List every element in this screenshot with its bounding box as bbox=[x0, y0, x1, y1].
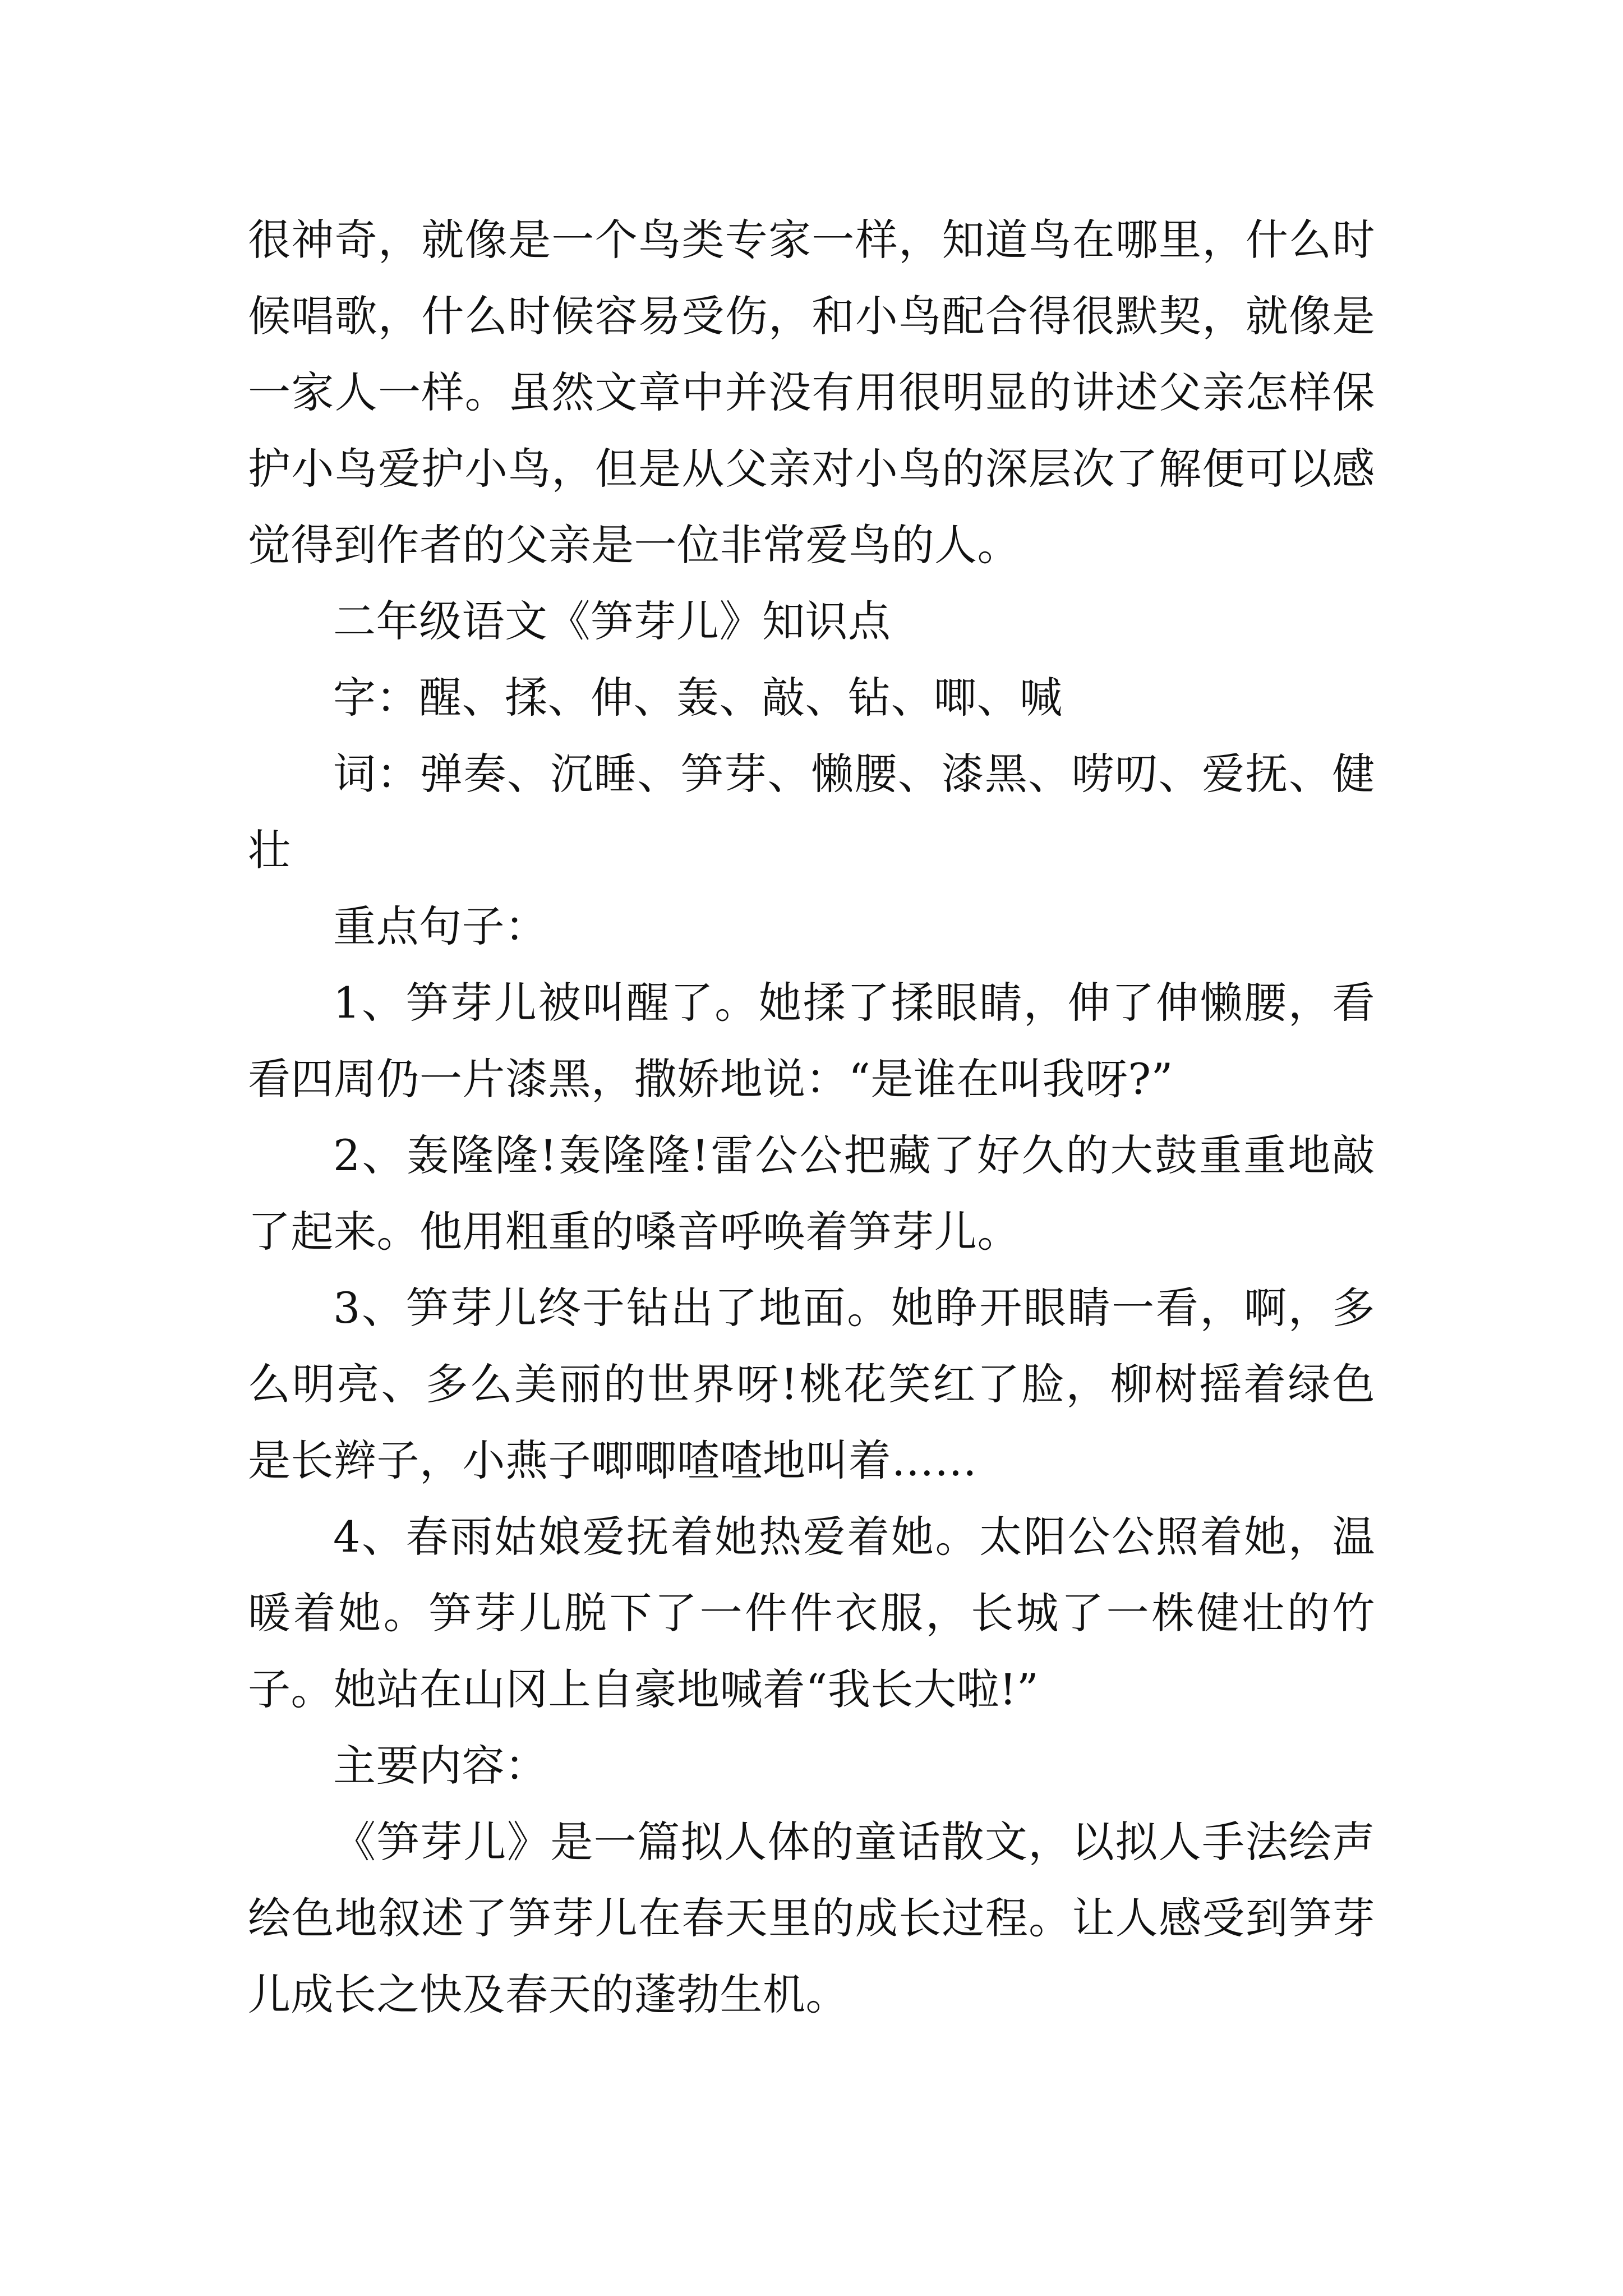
document-body bbox=[248, 202, 1375, 2033]
paragraph-characters: 字：醒、揉、伸、轰、敲、钻、唧、喊 bbox=[333, 673, 1063, 723]
key-sentence-1: 1、笋芽儿被叫醒了。她揉了揉眼睛，伸了伸懒腰，看看四周仍一片漆黑，撒娇地说：“是谁在叫我呀?” bbox=[248, 978, 1375, 1104]
main-content-paragraph: 《笋芽儿》是一篇拟人体的童话散文，以拟人手法绘声绘色地叙述了笋芽儿在春天里的成长过程。让人感受到笋芽儿成长之快及春天的蓬勃生机。 bbox=[248, 1817, 1375, 2019]
key-sentence-3: 3、笋芽儿终于钻出了地面。她睁开眼睛一看，啊，多么明亮、多么美丽的世界呀!桃花笑红了脸，柳树摇着绿色是长辫子，小燕子唧唧喳喳地叫着…… bbox=[248, 1283, 1375, 1485]
key-sentence-2: 2、轰隆隆!轰隆隆!雷公公把藏了好久的大鼓重重地敲了起来。他用粗重的嗓音呼唤着笋芽儿。 bbox=[248, 1130, 1375, 1257]
section-heading: 二年级语文《笋芽儿》知识点 bbox=[333, 596, 891, 646]
paragraph-words: 词：弹奏、沉睡、笋芽、懒腰、漆黑、唠叨、爱抚、健壮 bbox=[248, 749, 1375, 875]
paragraph-continued: 很神奇，就像是一个鸟类专家一样，知道鸟在哪里，什么时候唱歌，什么时候容易受伤，和小鸟配合得很默契，就像是一家人一样。虽然文章中并没有用很明显的讲述父亲怎样保护小鸟爱护小鸟，但是从父亲对小鸟的深层次了解便可以感觉得到作者的父亲是一位非常爱鸟的人。 bbox=[248, 215, 1375, 570]
main-content-heading: 主要内容： bbox=[333, 1741, 548, 1791]
key-sentence-4: 4、春雨姑娘爱抚着她热爱着她。太阳公公照着她，温暖着她。笋芽儿脱下了一件件衣服，长城了一株健壮的竹子。她站在山冈上自豪地喊着“我长大啦!” bbox=[248, 1512, 1375, 1714]
key-sentences-heading: 重点句子： bbox=[333, 901, 548, 951]
